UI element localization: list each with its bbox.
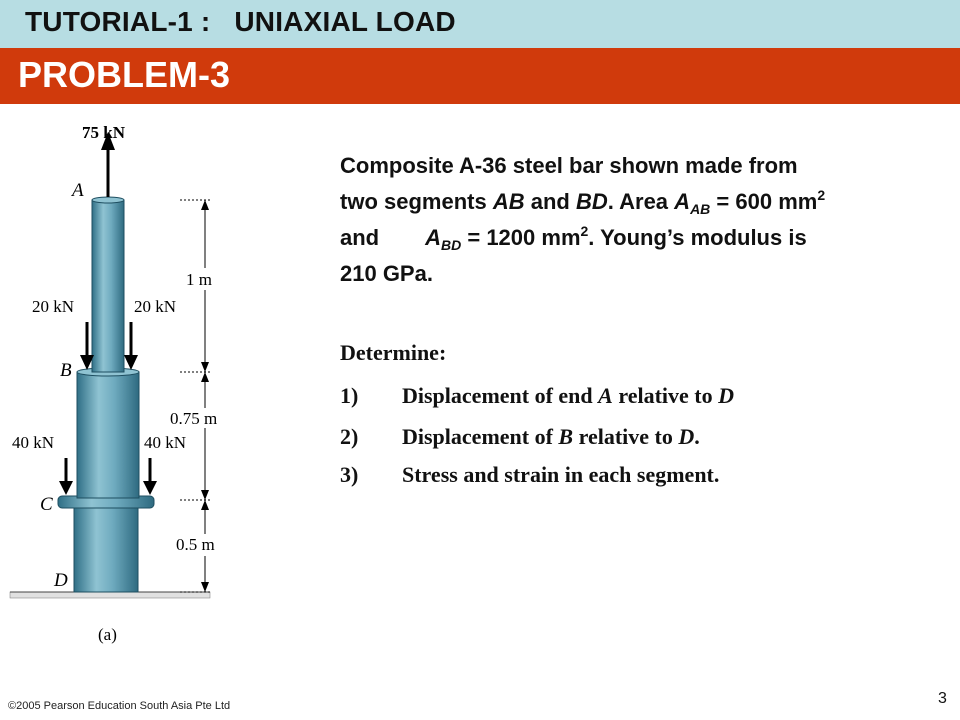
task-number: 2) [340,424,359,449]
point-label-d: D [54,570,68,591]
segment-cd [74,504,138,592]
segment-ab-top [92,197,124,203]
problem-statement [340,148,945,292]
task-text: Displacement of end A relative to D [402,383,735,408]
load-arrow-b-right-head [124,355,138,370]
load-arrow-c-right-head [143,481,157,495]
task-number: 3) [340,462,359,487]
bar-figure [0,115,250,655]
header-bar [0,0,960,48]
task-number: 1) [340,383,359,408]
statement-line-1: Composite A-36 steel bar shown made from [340,153,798,178]
load-label-c-left: 40 kN [12,433,55,452]
determine-heading: Determine: [340,340,447,365]
ground-support [10,592,210,598]
statement-line-3: and $A_{BD} = 1200$ $mm^2$. Young’s modulus is [340,223,807,253]
dim-label-bc: 0.75 m [170,409,218,428]
segment-ab [92,200,124,372]
task-text: Displacement of B relative to D. [402,424,700,449]
load-label-c-right: 40 kN [144,433,187,452]
problem-title: PROBLEM-3 [18,54,231,95]
page-number: 3 [938,690,947,707]
load-label-b-right: 20 kN [134,297,177,316]
problem-banner [0,48,960,104]
copyright-footer: ©2005 Pearson Education South Asia Pte Ltd [8,700,231,712]
statement-line-2: two segments AB and BD. Area $A_{AB} = 600$ $mm^2$ [340,187,826,217]
statement-line-4: 210 GPa. [340,261,433,286]
point-label-a: A [72,180,84,201]
figure-caption: (a) [98,625,117,644]
task-text: Stress and strain in each segment. [402,462,720,487]
load-label-b-left: 20 kN [32,297,75,316]
point-label-b: B [60,360,72,381]
segment-bc [77,372,139,498]
load-arrow-c-left-head [59,481,73,495]
slide-header-title: TUTORIAL-1 : UNIAXIAL LOAD [25,6,456,37]
point-label-c: C [40,494,53,515]
dim-label-cd: 0.5 m [176,535,215,554]
load-label-top: 75 kN [82,123,125,142]
dim-label-ab: 1 m [186,270,212,289]
